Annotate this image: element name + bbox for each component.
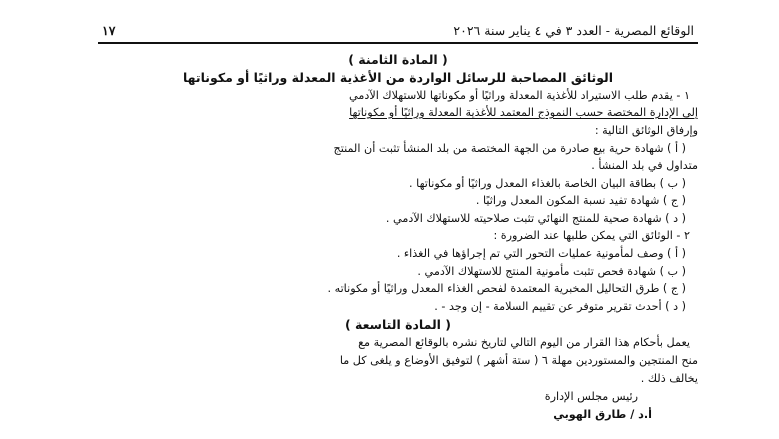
- article-8-line: ( أ ) شهادة حرية بيع صادرة من الجهة المختصة من بلد المنشأ تثبت أن المنتج: [333, 142, 686, 155]
- article-8-line: ( د ) أحدث تقرير متوفر عن تقييم السلامة - إن وجد - .: [434, 300, 686, 313]
- signature-role: رئيس مجلس الإدارة: [544, 390, 638, 403]
- running-title: الوقائع المصرية - العدد ٣ في ٤ يناير سنة ٢٠٢٦: [453, 23, 694, 38]
- article-8-line: وإرفاق الوثائق التالية :: [594, 124, 698, 137]
- signature-name: أ.د / طارق الهوبي: [553, 408, 652, 421]
- article-8-line: ١ - يقدم طلب الاستيراد للأغذية المعدلة وراثيًا أو مكوناتها للاستهلاك الآدمي: [349, 89, 690, 102]
- page-header: [98, 20, 698, 44]
- article-8-title: الوثائق المصاحبة للرسائل الواردة من الأغذية المعدلة وراثيًا أو مكوناتها: [182, 70, 614, 85]
- gazette-page: [98, 20, 698, 430]
- article-8-line: ( أ ) وصف لمأمونية عمليات التحور التي تم إجراؤها في الغذاء .: [396, 247, 686, 260]
- article-9-line: يخالف ذلك .: [640, 372, 698, 385]
- article-8-line: ( د ) شهادة صحية للمنتج النهائي تثبت صلاحيته للاستهلاك الآدمي .: [385, 212, 686, 225]
- article-8-line: ( ب ) شهادة فحص تثبت مأمونية المنتج للاستهلاك الآدمي .: [417, 265, 686, 278]
- article-9-line: يعمل بأحكام هذا القرار من اليوم التالي لتاريخ نشره بالوقائع المصرية مع: [358, 336, 690, 349]
- article-8-line: ( ب ) بطاقة البيان الخاصة بالغذاء المعدل وراثيًا أو مكوناتها .: [409, 177, 686, 190]
- article-9-heading: ( المادة التاسعة ): [344, 317, 452, 332]
- article-8-line: إلى الإدارة المختصة حسب النموذج المعتمد للأغذية المعدلة وراثيًا أو مكوناتها: [349, 106, 698, 119]
- article-8-line: متداول في بلد المنشأ .: [591, 159, 698, 172]
- page-number: ١٧: [102, 23, 116, 38]
- article-8-line: ( ج ) شهادة تفيد نسبة المكون المعدل وراثيًا .: [475, 194, 686, 207]
- article-9-line: منح المنتجين والمستوردين مهلة ٦ ( ستة أشهر ) لتوفيق الأوضاع و يلغى كل ما: [339, 354, 698, 367]
- article-8-heading: ( المادة الثامنة ): [348, 52, 448, 67]
- article-8-line: ( ج ) طرق التحاليل المخبرية المعتمدة لفحص الغذاء المعدل وراثيًا أو مكوناته .: [327, 282, 686, 295]
- article-8-line: ٢ - الوثائق التي يمكن طلبها عند الضرورة :: [493, 229, 690, 242]
